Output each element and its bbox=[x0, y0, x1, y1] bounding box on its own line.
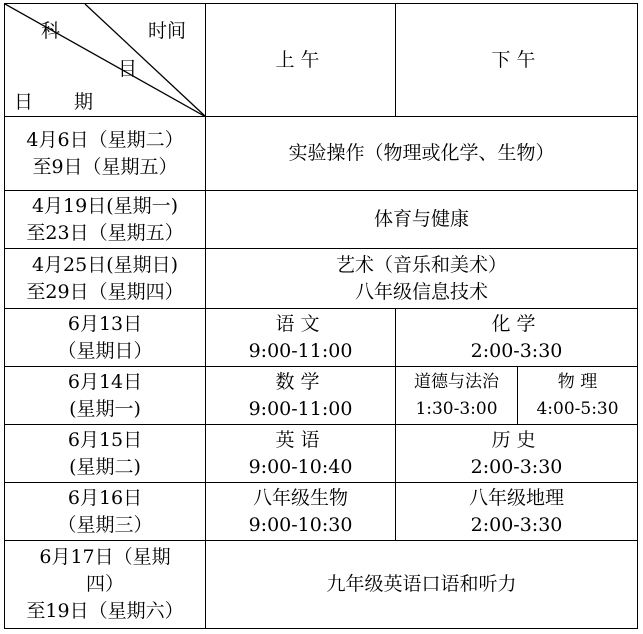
table-row bbox=[5, 541, 638, 629]
date-line: 4月19日(星期一) bbox=[31, 194, 179, 217]
date-line: 至29日（星期四） bbox=[26, 280, 184, 303]
date-label-b: 期 bbox=[74, 91, 94, 113]
date-line: 6月14日 bbox=[67, 370, 143, 393]
table-row bbox=[5, 249, 638, 309]
subject-label-b: 目 bbox=[118, 58, 138, 80]
exam-time: 9:00-11:00 bbox=[248, 339, 353, 362]
exam-time: 1:30-3:00 bbox=[415, 398, 498, 419]
exam-subject: 数学 bbox=[275, 370, 326, 393]
activity-line: 艺术（音乐和美术） bbox=[336, 253, 508, 276]
exam-subject: 八年级地理 bbox=[469, 486, 565, 509]
date-cell bbox=[5, 367, 206, 425]
corner-header-cell bbox=[5, 4, 206, 117]
morning-header: 上午 bbox=[206, 4, 396, 117]
exam-subject: 道德与法治 bbox=[414, 371, 499, 392]
date-line: （星期日） bbox=[57, 339, 153, 362]
activity-line: 八年级信息技术 bbox=[355, 280, 489, 303]
exam-subject: 英语 bbox=[275, 428, 326, 451]
header-row bbox=[5, 4, 638, 117]
morning-exam-cell bbox=[206, 425, 396, 483]
exam-time: 9:00-11:00 bbox=[248, 397, 353, 420]
exam-subject: 化学 bbox=[491, 312, 542, 335]
subject-label-a: 科 bbox=[41, 20, 61, 42]
date-line: 6月15日 bbox=[67, 428, 143, 451]
table-row bbox=[5, 117, 638, 191]
date-cell bbox=[5, 541, 206, 629]
afternoon-exam-cell-1 bbox=[396, 367, 518, 425]
table-row bbox=[5, 309, 638, 367]
date-line: 4月6日（星期二） bbox=[26, 128, 184, 151]
date-line: （星期三） bbox=[57, 513, 153, 536]
date-line: (星期一) bbox=[69, 397, 141, 420]
date-line: 至9日（星期五） bbox=[32, 155, 178, 178]
date-cell bbox=[5, 249, 206, 309]
afternoon-header: 下午 bbox=[396, 4, 638, 117]
table-row bbox=[5, 425, 638, 483]
exam-time: 2:00-3:30 bbox=[470, 455, 563, 478]
exam-time: 4:00-5:30 bbox=[536, 398, 619, 419]
date-label-a: 日 bbox=[14, 91, 34, 113]
afternoon-exam-cell-2 bbox=[518, 367, 638, 425]
afternoon-exam-cell bbox=[396, 425, 638, 483]
table-row bbox=[5, 367, 638, 425]
activity-cell: 九年级英语口语和听力 bbox=[206, 541, 638, 629]
date-line: 至19日（星期六） bbox=[26, 600, 184, 622]
exam-schedule-table bbox=[4, 3, 638, 629]
morning-exam-cell bbox=[206, 309, 396, 367]
exam-time: 2:00-3:30 bbox=[470, 513, 563, 536]
morning-exam-cell bbox=[206, 367, 396, 425]
date-line: 4月25日(星期日) bbox=[31, 253, 179, 276]
date-line: (星期二) bbox=[69, 455, 141, 478]
table-row bbox=[5, 191, 638, 249]
date-line: 6月17日（星期 bbox=[39, 546, 171, 568]
date-line: 6月13日 bbox=[67, 312, 143, 335]
date-line: 四） bbox=[85, 573, 124, 595]
exam-subject: 八年级生物 bbox=[252, 486, 348, 509]
exam-subject: 物 理 bbox=[557, 371, 598, 392]
date-cell bbox=[5, 117, 206, 191]
morning-exam-cell bbox=[206, 483, 396, 541]
exam-time: 2:00-3:30 bbox=[470, 339, 563, 362]
time-label: 时间 bbox=[148, 20, 187, 42]
exam-subject: 历史 bbox=[491, 428, 542, 451]
exam-subject: 语文 bbox=[275, 312, 326, 335]
date-line: 至23日（星期五） bbox=[26, 221, 184, 244]
date-cell bbox=[5, 483, 206, 541]
date-cell bbox=[5, 309, 206, 367]
exam-time: 9:00-10:30 bbox=[248, 513, 353, 536]
date-cell bbox=[5, 191, 206, 249]
afternoon-exam-cell bbox=[396, 309, 638, 367]
activity-cell bbox=[206, 249, 638, 309]
date-line: 6月16日 bbox=[67, 486, 143, 509]
afternoon-exam-cell bbox=[396, 483, 638, 541]
activity-cell: 实验操作（物理或化学、生物） bbox=[206, 117, 638, 191]
table-row bbox=[5, 483, 638, 541]
activity-cell: 体育与健康 bbox=[206, 191, 638, 249]
date-cell bbox=[5, 425, 206, 483]
exam-time: 9:00-10:40 bbox=[248, 455, 353, 478]
